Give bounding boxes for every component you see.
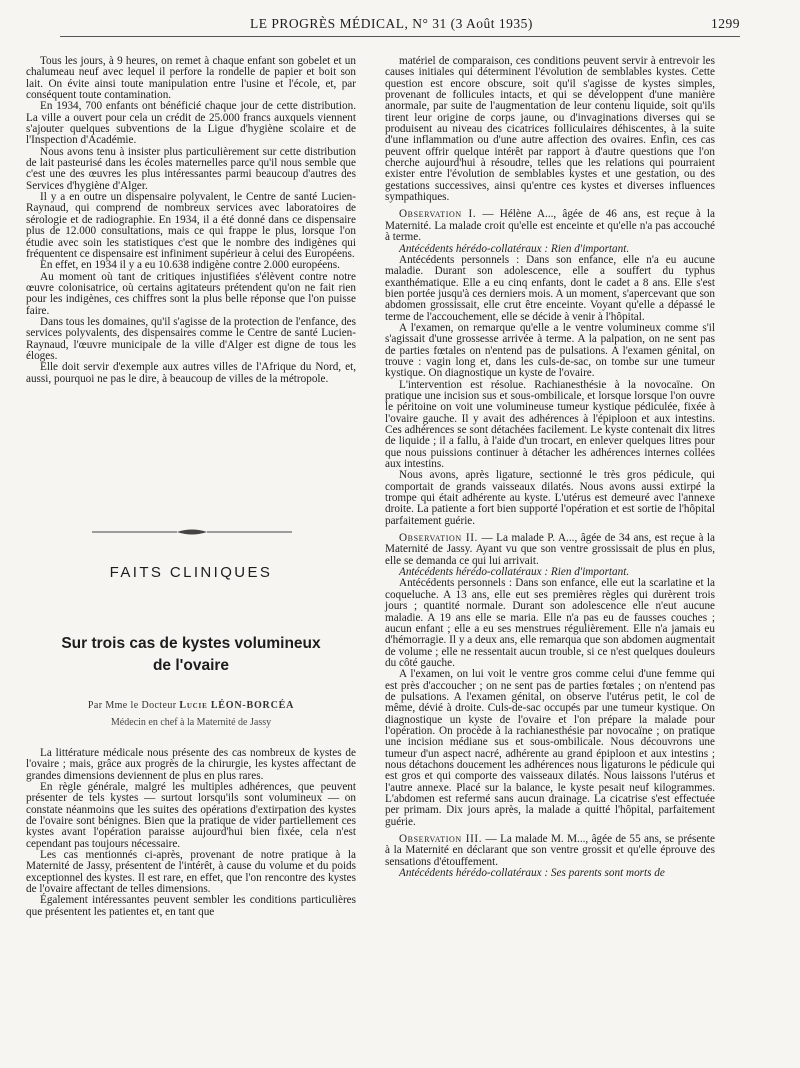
paragraph: En 1934, 700 enfants ont bénéficié chaque jour de cette distribution. La ville a ouvert pour cela un crédit de 25.000 francs auxquels viennent s'ajouter quelques subventions de la Ligue d'hygiène scolaire et de l'Inspection d'Académie. — [26, 100, 356, 147]
paragraph: Elle doit servir d'exemple aux autres villes de l'Afrique du Nord, et, aussi, pourquoi ne pas le dire, à beaucoup de villes de la métropole. — [26, 361, 356, 385]
paragraph: En effet, en 1934 il y a eu 10.638 indigène contre 2.000 européens. — [40, 259, 340, 272]
paragraph: Antécédents personnels : Dans son enfance, elle eut la scarlatine et la coqueluche. A 13 ans, elle eut ses premières règles qui durèrent trois jours ; quantité normale. Durant son adolescence elle n'eut aucune maladie. A 19 ans elle se maria. Elle n'a pas eu de fausses couches ; aucun enfant ; elle a eu ses menstrues régulièrement. Elle n'a jamais eu d'hémorragie. Il y a deux ans, elle remarqua que son abdomen augmentait de volume ; elle ne ressentait aucun trouble, si ce n'est quelques douleurs du côté gauche. — [385, 577, 715, 669]
observation-intro — [385, 834, 715, 868]
observation-text: — La malade M. M..., âgée de 55 ans, se présente à la Maternité en déclarant que son ventre grossit et qu'elle éprouve des sensations d'étouffement. — [385, 833, 715, 868]
author-affiliation: Médecin en chef à la Maternité de Jassy — [110, 717, 272, 728]
article-title-line: de l'ovaire — [152, 657, 230, 674]
observation-label: Observation I. — [399, 208, 477, 221]
paragraph: Également intéressantes peuvent sembler les conditions particulières que présentent les patientes et, en tant que — [26, 894, 356, 918]
paragraph: Dans tous les domaines, qu'il s'agisse de la protection de l'enfance, des services polyvalents, des dispensaires comme le Centre de santé Lucien-Raynaud, l'œuvre municipale de la ville d'Alger est digne de tous les éloges. — [26, 315, 356, 362]
paragraph — [385, 868, 715, 879]
paragraph: Au moment où tant de critiques injustifiées s'élèvent contre notre œuvre colonisatrice, où certains agitateurs prétendent qu'on ne fait rien pour les indigènes, ces chiffres sont la plus belle réponse que l'on puisse faire. — [26, 270, 356, 317]
left-column-article — [26, 748, 356, 918]
paragraph: Il y a en outre un dispensaire polyvalent, le Centre de santé Lucien-Raynaud, qui comprend de nombreux services avec laboratoires de sérologie et de radiographie. En 1934, il a été donné dans ce dispensaire plus de 12.000 consultations, mais ce qui frappe le plus, lorsque l'on étudie avec soin les statistiques c'est que le nombre des indigènes qui fréquentent ce dispensaire est infiniment supérieur à celui des Européens. — [26, 191, 356, 260]
author-name: Lucie LÉON-BORCÉA — [179, 700, 295, 711]
byline-prefix: Par Mme le Docteur — [87, 700, 177, 711]
observation-text: — La malade P. A..., âgée de 34 ans, est reçue à la Maternité de Jassy. Ayant vu que son ventre grossissait de plus en plus, elle se demanda ce qui lui arrivait. — [385, 532, 715, 567]
observation-text: Antécédents hérédo-collatéraux : Rien d'important. — [399, 242, 630, 255]
ornamental-divider — [92, 527, 292, 537]
paragraph: Tous les jours, à 9 heures, on remet à chaque enfant son gobelet et un chalumeau neuf avec lequel il perfore la rondelle de papier et boit son lait. On évite ainsi toute manipulation entre l'usine et l'école, et, par conséquent toute contamination. — [26, 55, 356, 102]
observation-intro — [385, 533, 715, 567]
right-column — [385, 56, 715, 879]
paragraph: Les cas mentionnés ci-après, provenant de notre pratique à la Maternité de Jassy, présentent de l'intérêt, à cause du volume et du poids exceptionnel des kystes. Il est rare, en effet, que l'on rencontre des kystes de l'ovaire affectant de telles dimensions. — [26, 849, 356, 896]
paragraph: Antécédents personnels : Dans son enfance, elle n'a eu aucune maladie. Durant son adolescence, elle a souffert du typhus exanthématique. Elle a eu cinq enfants, dont le cadet a 8 ans. Elle s'est bien portée jusqu'à ces derniers mois. A un moment, s'apercevant que son abdomen grossissait, elle crut être enceinte. Voyant qu'elle a dépassé le terme de l'accouchement, elle se décide à venir à l'hôpital. — [385, 253, 715, 323]
paragraph: La littérature médicale nous présente des cas nombreux de kystes de l'ovaire ; mais, grâce aux progrès de la chirurgie, les kystes affectant de grandes dimensions deviennent de plus en plus rares. — [26, 747, 356, 782]
paragraph: Nous avons, après ligature, sectionné le très gros pédicule, qui comportait de grands vaisseaux dilatés. Nous avons aussi extirpé la trompe qui était adhérente au kyste. L'utérus est demeuré avec l'annexe droite. La patiente a fort bien supporté l'opération et est sortie de l'hôpital parfaitement guérie. — [385, 469, 715, 527]
paragraph: matériel de comparaison, ces conditions peuvent servir à entrevoir les causes initiales qui déterminent l'évolution de semblables kystes. Cette question est encore obscure, soit qu'il s'agisse de kystes simples, provenant de follicules intacts, et qui se développent d'une manière anormale, par suite de l'augmentation de leur contenu liquide, soit qu'ils tirent leur origine de corps jaune, ou d'invaginations diverses qui se produisent au niveau des cicatrices folliculaires déhiscentes, à la suite d'une inflammation ou d'une autre affection des ovaires. Enfin, ces cas peuvent offrir quelque intérêt par rapport à d'autre questions que l'on cherche aujourd'hui à résoudre, telles que les relations qui pourraient exister entre l'évolution de semblables kystes et une gestation, ou des gestations successives, ainsi qu'entre ces kystes et diverses influences sympathiques. — [385, 55, 715, 204]
journal-title: LE PROGRÈS MÉDICAL, N° 31 (3 Août 1935) — [250, 16, 533, 31]
observation-text: Antécédents hérédo-collatéraux : Rien d'important. — [399, 566, 630, 579]
left-column-top — [26, 56, 356, 385]
article-title-line: Sur trois cas de kystes volumineux — [61, 635, 321, 652]
observation-intro — [385, 209, 715, 243]
observation-label: Observation III. — [399, 833, 483, 846]
paragraph: A l'examen, on lui voit le ventre gros comme celui d'une femme qui est près d'accoucher ; on ne sent pas de parties fœtales ; on n'entend pas de pulsations. A l'examen génital, on observe l'utérus petit, le col de même, dévié à droite. Culs-de-sac occupés par une tumeur kystique. On diagnostique un kyste de l'ovaire et l'on prépare la malade pour l'opération. On procède à la rachianesthésie par novocaïne ; on pratique une incision médiane sus et sous-ombilicale. Nous découvrons une tumeur d'un aspect nacré, adhérente au grand épiploon et aux intestins ; nous détachons doucement les adhérences nous ligaturons le pédicule qui est gros et qui comporte des vaisseaux dilatés. Nous laissons l'utérus et l'autre annexe. Placé sur la balance, le kyste pesait neuf kilogrammes. L'abdomen est refermé sans aucun drainage. La cicatrise s'est effectuée per primam. Dix jours après, la malade a quitté l'hôpital, parfaitement guérie. — [385, 668, 715, 828]
observation-text: Antécédents hérédo-collatéraux : Ses parents sont morts de — [399, 867, 665, 880]
observation-text: — Hélène A..., âgée de 46 ans, est reçue à la Maternité. La malade croit qu'elle est enceinte et qu'elle n'a pas accouché à terme. — [385, 208, 715, 244]
paragraph: Nous avons tenu à insister plus particulièrement sur cette distribution de lait pasteurisé dans les écoles maternelles parce qu'il nous semble que c'est une des œuvres les plus intéressantes parmi beaucoup d'autres des Services d'hygiène d'Alger. — [26, 145, 356, 192]
paragraph: L'intervention est résolue. Rachianesthésie à la novocaïne. On pratique une incision sus et sous-ombilicale, et lorsque lorsque l'on ouvre le péritoine on voit une volumineuse tumeur kystique pédiculée, fixée à l'ovaire gauche. Il y avait des adhérences à l'épiploon et aux intestins. Ces adhérences se sont détachées facilement. Le kyste contenait dix litres de liquide ; il a fallu, à l'aide d'un trocart, en enlever quelques litres pour que nous puissions continuer à détacher les adhérences internes collées aux intestins. — [385, 378, 715, 471]
section-title: FAITS CLINIQUES — [109, 564, 273, 581]
article-title — [26, 633, 356, 677]
paragraph: A l'examen, on remarque qu'elle a le ventre volumineux comme s'il s'agissait d'une grossesse arrivée à terme. A la palpation, on ne sent pas de parties fœtales on n'entend pas de pulsations. A l'examen génital, on trouve : vagin long et, dans les culs-de-sac, on tombe sur une tumeur kystique. On diagnostique un kyste de l'ovaire. — [385, 321, 715, 380]
byline — [26, 700, 356, 711]
running-header — [60, 14, 740, 37]
observation-label: Observation II. — [399, 532, 478, 545]
paragraph: En règle générale, malgré les multiples adhérences, que peuvent présenter de tels kystes — surtout lorsqu'ils sont volumineux — on constate néanmoins que les suites des opérations d'extirpation des kystes de l'ovaire sont bénignes. Bien que la pratique de vider partiellement ces kystes avant l'opération paraisse aujourd'hui bien fixée, cela n'est cependant pas toujours nécessaire. — [26, 781, 356, 850]
page-number: 1299 — [711, 16, 740, 31]
